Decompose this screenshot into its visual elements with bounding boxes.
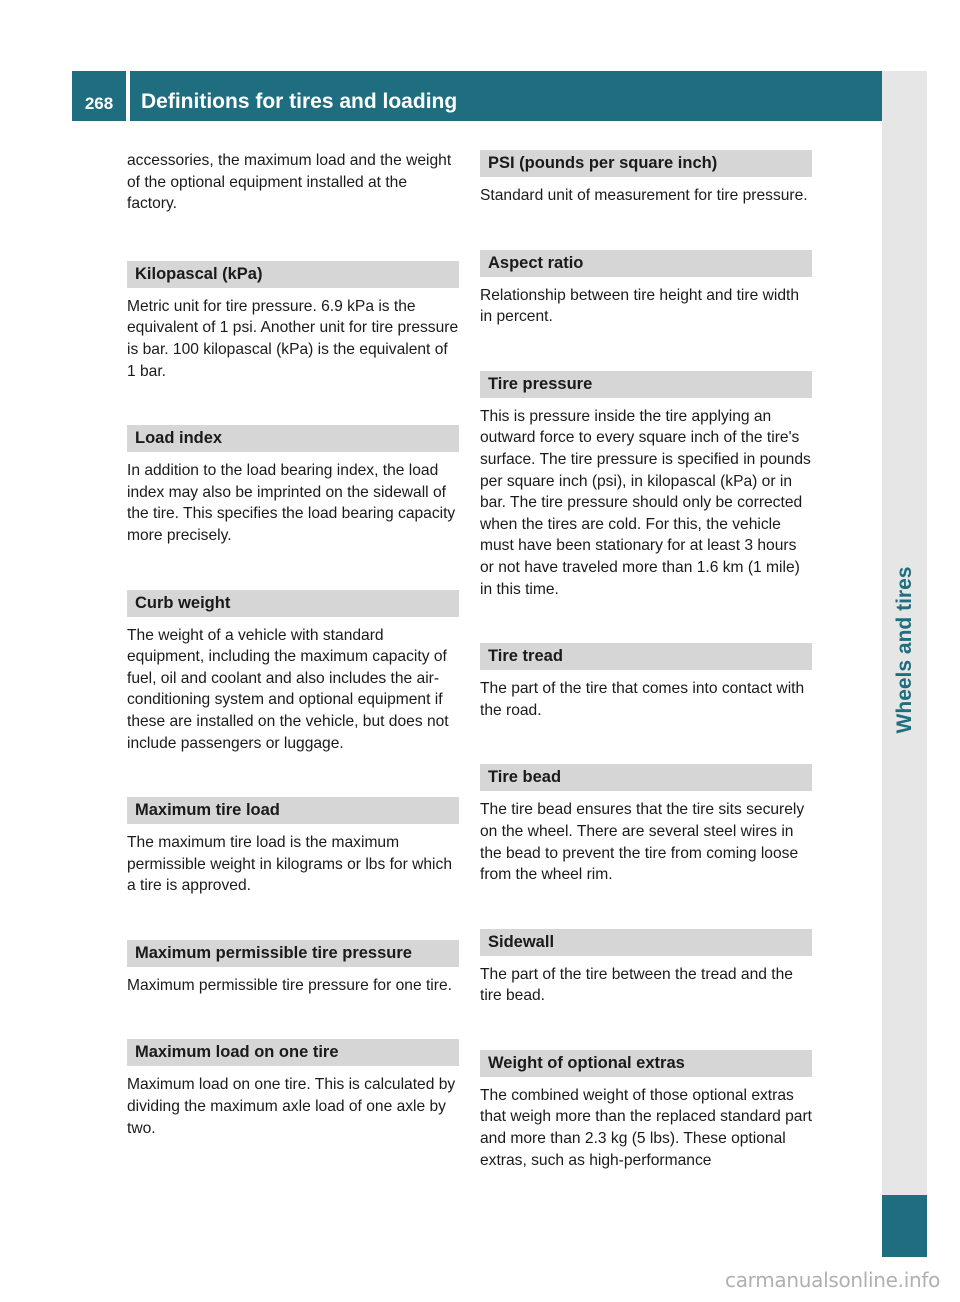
section-heading: Curb weight [127,590,459,617]
section-aspect-ratio [480,250,812,328]
section-heading: Kilopascal (kPa) [127,261,459,288]
page-number: 268 [84,94,114,113]
section-load-index [127,425,459,546]
section-heading: PSI (pounds per square inch) [480,150,812,177]
section-heading: Tire bead [480,764,812,791]
header-divider [126,71,130,121]
section-body: Maximum permissible tire pressure for one tire. [127,976,452,994]
section-heading: Maximum load on one tire [127,1039,459,1066]
section-heading: Load index [127,425,459,452]
section-body: This is pressure inside the tire applying an outward force to every square inch of the tire's surface. The tire pressure is specified in pounds per square inch (psi), in kilopascal (kPa) or in bar. The tire pressure should only be corrected when the tires are cold. For this, the vehicle must have been stationary for at least 3 hours or not have traveled more than 1.6 km (1 mile) in this time. [480,407,811,598]
section-maximum-tire-load [127,797,459,897]
section-sidewall [480,929,812,1007]
section-body: The part of the tire between the tread and the tire bead. [480,965,793,1005]
section-heading: Maximum permissible tire pressure [127,940,459,967]
intro-paragraph: accessories, the maximum load and the weight of the optional equipment installed at the factory. [127,152,452,213]
section-body: Relationship between tire height and tire width in percent. [480,286,800,326]
right-column [480,150,812,1171]
section-body: Maximum load on one tire. This is calculated by dividing the maximum axle load of one axle by two. [127,1076,456,1137]
section-body: Standard unit of measurement for tire pressure. [480,187,808,204]
section-body: The tire bead ensures that the tire sits securely on the wheel. There are several steel wires in the bead to prevent the tire from coming loose from the wheel rim. [480,801,805,884]
section-body: Metric unit for tire pressure. 6.9 kPa is the equivalent of 1 psi. Another unit for tire pressure is bar. 100 kilopascal (kPa) is the equivalent of 1 bar. [127,297,459,380]
section-body: The maximum tire load is the maximum permissible weight in kilograms or lbs for which a tire is approved. [127,834,452,895]
section-body: The weight of a vehicle with standard equipment, including the maximum capacity of fuel, oil and coolant and also includes the air-conditioning system and optional equipment if these are installed on the vehicle, but does not include passengers or luggage. [127,626,449,752]
section-heading: Sidewall [480,929,812,956]
section-heading: Aspect ratio [480,250,812,277]
section-body: In addition to the load bearing index, the load index may also be imprinted on the sidewall of the tire. This specifies the load bearing capacity more precisely. [127,462,456,544]
side-tab-marker [882,1195,927,1257]
section-heading: Weight of optional extras [480,1050,812,1077]
section-max-tire-pressure [127,940,459,997]
section-tire-pressure [480,371,812,600]
section-body: The combined weight of those optional extras that weigh more than the replaced standard part and more than 2.3 kg (5 lbs). These optional extras, such as high-performance [480,1086,813,1169]
left-column [127,150,459,1139]
section-kilopascal [127,261,459,382]
watermark[interactable]: carmanualsonline.info [725,1268,941,1292]
section-weight-optional-extras [480,1050,812,1171]
chapter-label: Wheels and tires [893,566,916,734]
section-curb-weight [127,590,459,755]
section-heading: Maximum tire load [127,797,459,824]
section-max-load-one-tire [127,1039,459,1139]
section-heading: Tire tread [480,643,812,670]
section-psi [480,150,812,207]
section-heading: Tire pressure [480,371,812,398]
section-tire-bead [480,764,812,885]
section-tire-tread [480,643,812,721]
section-body: The part of the tire that comes into contact with the road. [480,680,805,719]
page-title: Definitions for tires and loading [141,90,458,113]
